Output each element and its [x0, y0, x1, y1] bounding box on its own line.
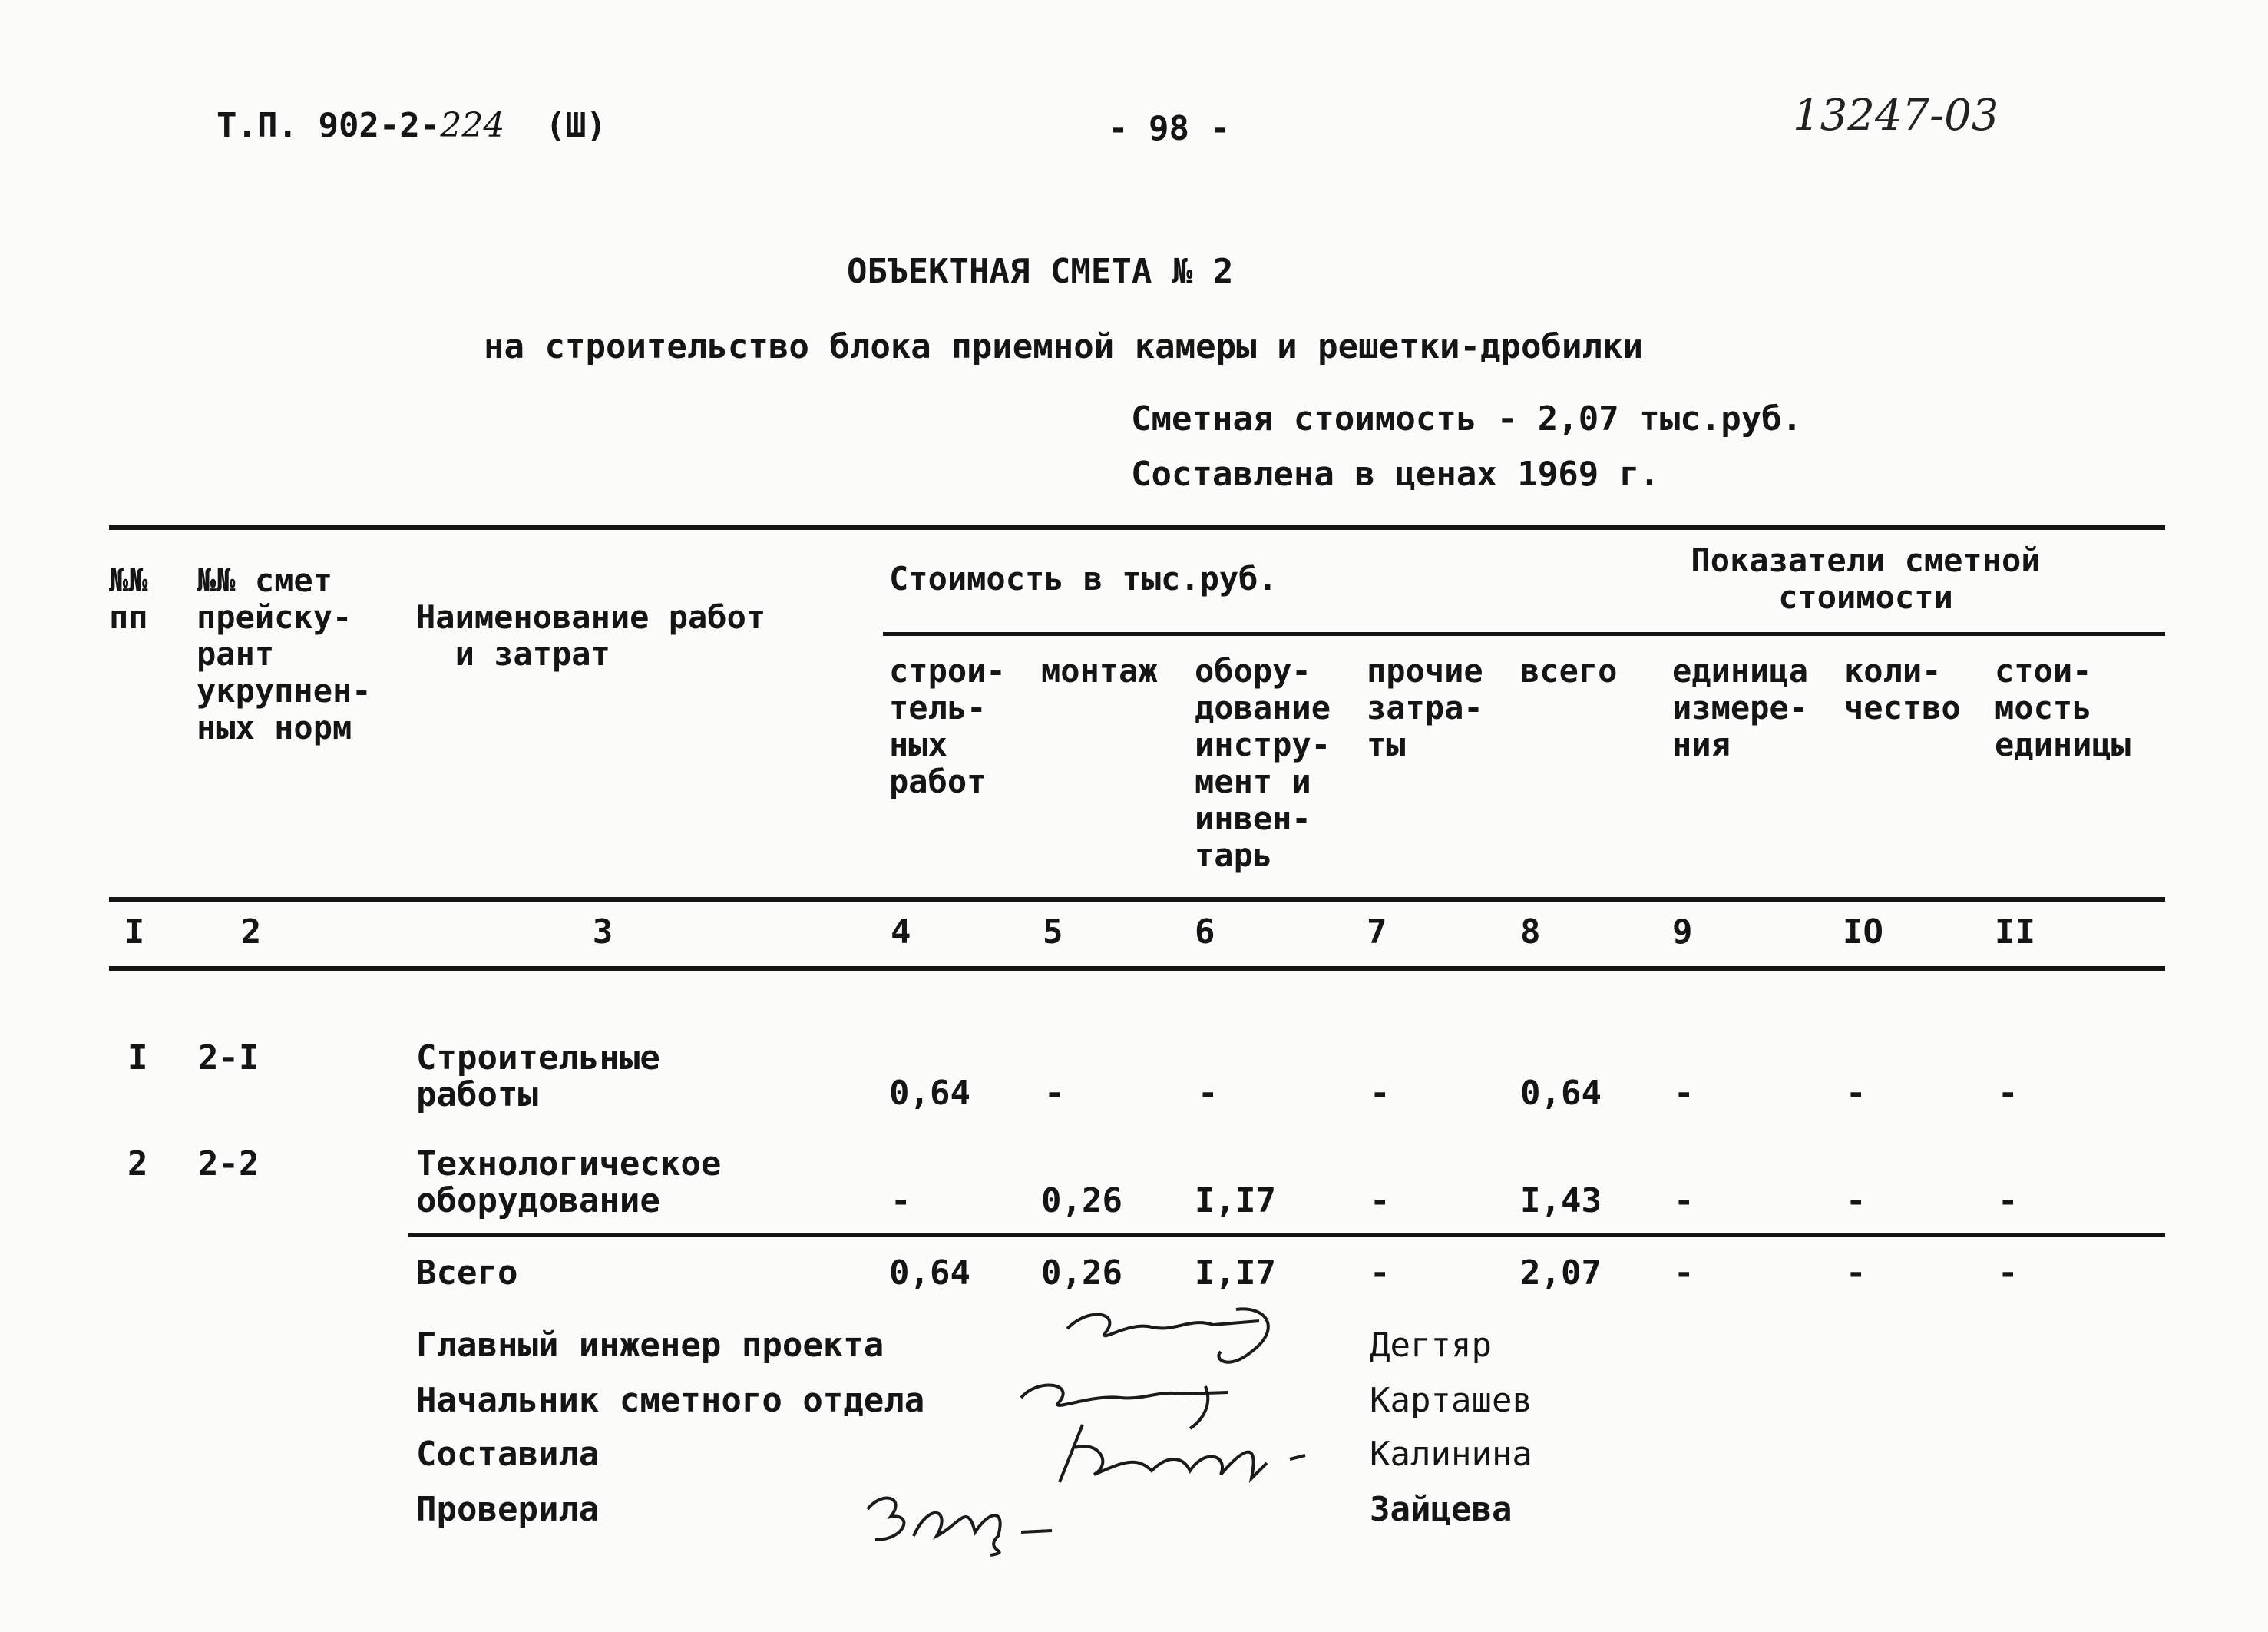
row-2-unit: -: [1674, 1181, 1694, 1220]
row-2-unit-cost: -: [1998, 1181, 2018, 1220]
page-number: - 98 -: [1108, 109, 1230, 148]
doc-code: [217, 108, 607, 144]
total-label: Всего: [416, 1253, 518, 1293]
row-2-equipment: I,I7: [1195, 1181, 1276, 1220]
row-1-other: -: [1370, 1074, 1390, 1113]
estimated-cost: Сметная стоимость - 2,07 тыс.руб.: [1131, 399, 1803, 439]
price-basis: Составлена в ценах 1969 г.: [1131, 455, 1660, 494]
row-1-total: 0,64: [1520, 1074, 1602, 1113]
total-installation: 0,26: [1041, 1253, 1122, 1293]
column-number: 5: [1043, 912, 1063, 952]
row-1-num: I: [127, 1038, 148, 1078]
row-1-installation: -: [1044, 1074, 1065, 1113]
archive-number: 13247-03: [1793, 91, 1999, 141]
signature-name-4: Зайцева: [1370, 1490, 1513, 1529]
row-2-installation: 0,26: [1041, 1181, 1122, 1220]
row-1-equipment: -: [1198, 1074, 1218, 1113]
row-2-construction: -: [891, 1181, 911, 1220]
signature-name-3: Калинина: [1370, 1435, 1532, 1474]
signature-name-2: Карташев: [1370, 1381, 1532, 1420]
column-number: 8: [1520, 912, 1541, 952]
row-2-total: I,43: [1520, 1181, 1602, 1220]
signature-role-1: Главный инженер проекта: [416, 1326, 884, 1365]
header-col-11: стои- мость единицы: [1995, 652, 2131, 763]
column-number: 6: [1195, 912, 1215, 952]
column-number: 2: [240, 912, 262, 952]
column-number: I: [124, 912, 145, 952]
column-number: 4: [891, 912, 911, 952]
signature-role-3: Составила: [416, 1435, 600, 1474]
doc-code-suffix: (Ш): [545, 106, 607, 145]
header-bottom-rule: [109, 897, 2165, 902]
header-col-6: обору- дование инстру- мент и инвен- тарь: [1195, 652, 1331, 874]
total-quantity: -: [1846, 1253, 1866, 1293]
signature-name-1: Дегтяр: [1370, 1326, 1492, 1365]
total-other: -: [1370, 1253, 1390, 1293]
handwritten-signature-3: [1036, 1417, 1328, 1494]
header-col-3: Наименование работ и затрат: [416, 598, 766, 673]
signature-role-2: Начальник сметного отдела: [416, 1381, 925, 1420]
row-1-unit: -: [1674, 1074, 1694, 1113]
total-unit: -: [1674, 1253, 1694, 1293]
header-cost-group: Стоимость в тыс.руб.: [889, 560, 1278, 598]
column-number: 9: [1672, 912, 1693, 952]
page-title: ОБЪЕКТНАЯ СМЕТА № 2: [847, 252, 1234, 291]
header-indicators-group: Показатели сметной стоимости: [1691, 541, 2041, 616]
total-sum: 2,07: [1520, 1253, 1602, 1293]
total-rule: [408, 1233, 2165, 1237]
column-number: IO: [1843, 912, 1883, 952]
column-number: 7: [1367, 912, 1387, 952]
row-2-other: -: [1370, 1181, 1390, 1220]
row-1-construction: 0,64: [889, 1074, 970, 1113]
total-unit-cost: -: [1998, 1253, 2018, 1293]
row-2-name: Технологическое оборудование: [416, 1144, 722, 1220]
handwritten-signature-4: [852, 1478, 1067, 1563]
column-number: 3: [592, 912, 613, 952]
page-subtitle: на строительство блока приемной камеры и решетки-дробилки: [484, 327, 1643, 366]
header-col-1: №№ пп: [109, 561, 148, 636]
table-top-rule: [109, 525, 2165, 530]
doc-code-handwritten: 224: [440, 106, 505, 145]
row-1-quantity: -: [1846, 1074, 1866, 1113]
total-equipment: I,I7: [1195, 1253, 1276, 1293]
header-col-2: №№ смет прейску- рант укрупнен- ных норм: [197, 561, 372, 746]
row-2-quantity: -: [1846, 1181, 1866, 1220]
row-1-name: Строительные работы: [416, 1038, 660, 1114]
total-construction: 0,64: [889, 1253, 970, 1293]
row-2-ref: 2-2: [198, 1144, 260, 1183]
header-col-4: строи- тель- ных работ: [889, 652, 1006, 800]
header-col-5: монтаж: [1041, 652, 1158, 690]
header-col-8: всего: [1520, 652, 1618, 690]
header-col-9: единица измере- ния: [1672, 652, 1809, 763]
row-2-num: 2: [127, 1144, 148, 1183]
row-1-unit-cost: -: [1998, 1074, 2018, 1113]
row-1-ref: 2-I: [198, 1038, 260, 1078]
column-number: II: [1995, 912, 2035, 952]
header-col-10: коли- чество: [1844, 652, 1961, 727]
header-group-rule: [883, 632, 2165, 636]
column-numbers-rule: [109, 966, 2165, 971]
doc-code-prefix: Т.П. 902-2-: [217, 106, 441, 145]
signature-role-4: Проверила: [416, 1490, 600, 1529]
header-col-7: прочие затра- ты: [1367, 652, 1483, 763]
